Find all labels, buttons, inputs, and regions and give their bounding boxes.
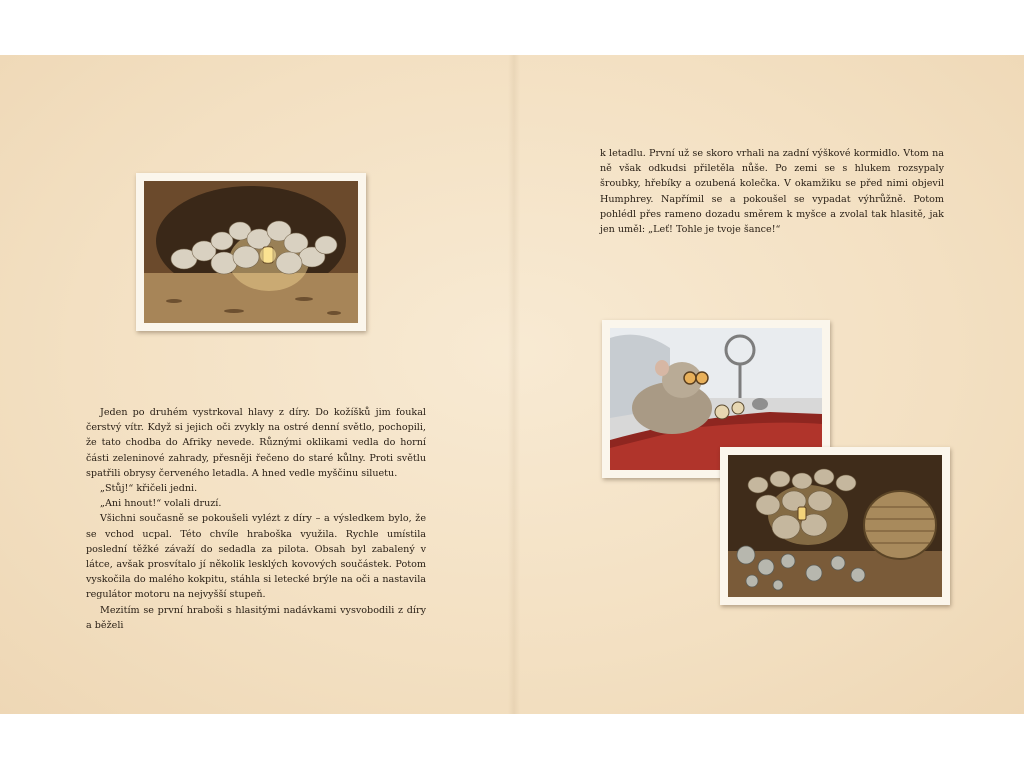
right-paragraph: k letadlu. První už se skoro vrhali na zadní výškové kormidlo. Vtom na ně však odkudsi přiletěla nůše. Po zemi se s hlukem rozsypaly šroubky, hřebíky a ozubená kolečka. V okamžiku se před nimi objevil Humphrey. Napřímil se a pokoušel se vypadat výhrůžně. Potom pohlédl přes rameno dozadu směrem k myšce a zvolal tak hlasitě, jak jen uměl: „Leť! Tohle je tvoje šance!“ xyxy=(600,148,944,236)
book-gutter xyxy=(508,55,520,714)
illustration-mice-in-tunnel xyxy=(136,173,366,331)
left-paragraph: „Ani hnout!“ volali druzí. xyxy=(100,498,222,510)
left-paragraph: Jeden po druhém vystrkoval hlavy z díry. Do kožíšků jim foukal čerstvý vítr. Když si jejich oči zvykly na ostré denní světlo, pochopili, že tato chodba do Afriky nevede. Různými oklikami vedla do horní části zeleninové zahrady, přesněji řečeno do staré kůlny. Proti světlu spatřili obrysy červeného letadla. A hned vedle myščinu siluetu. xyxy=(86,407,426,479)
left-page-text xyxy=(86,405,426,633)
illustration-mice-with-basket-and-gears xyxy=(720,447,950,605)
left-paragraph: Všichni současně se pokoušeli vylézt z díry – a výsledkem bylo, že se vchod ucpal. Této chvíle hraboška využila. Rychle umístila poslední těžké závaží do sedadla za pilota. Obsah byl zabalený v látce, avšak prosvítalo jí několik lesklých kovových součástek. Potom vyskočila do malého kokpitu, stáhla si letecké brýle na oči a nastavila regulátor motoru na nejvyšší stupeň. xyxy=(86,513,426,601)
left-paragraph: Mezitím se první hraboši s hlasitými nadávkami vysvobodili z díry a běželi xyxy=(86,604,426,631)
left-paragraph: „Stůj!“ křičeli jedni. xyxy=(100,483,198,495)
book-spread xyxy=(0,55,1024,714)
right-page-text xyxy=(600,146,944,237)
